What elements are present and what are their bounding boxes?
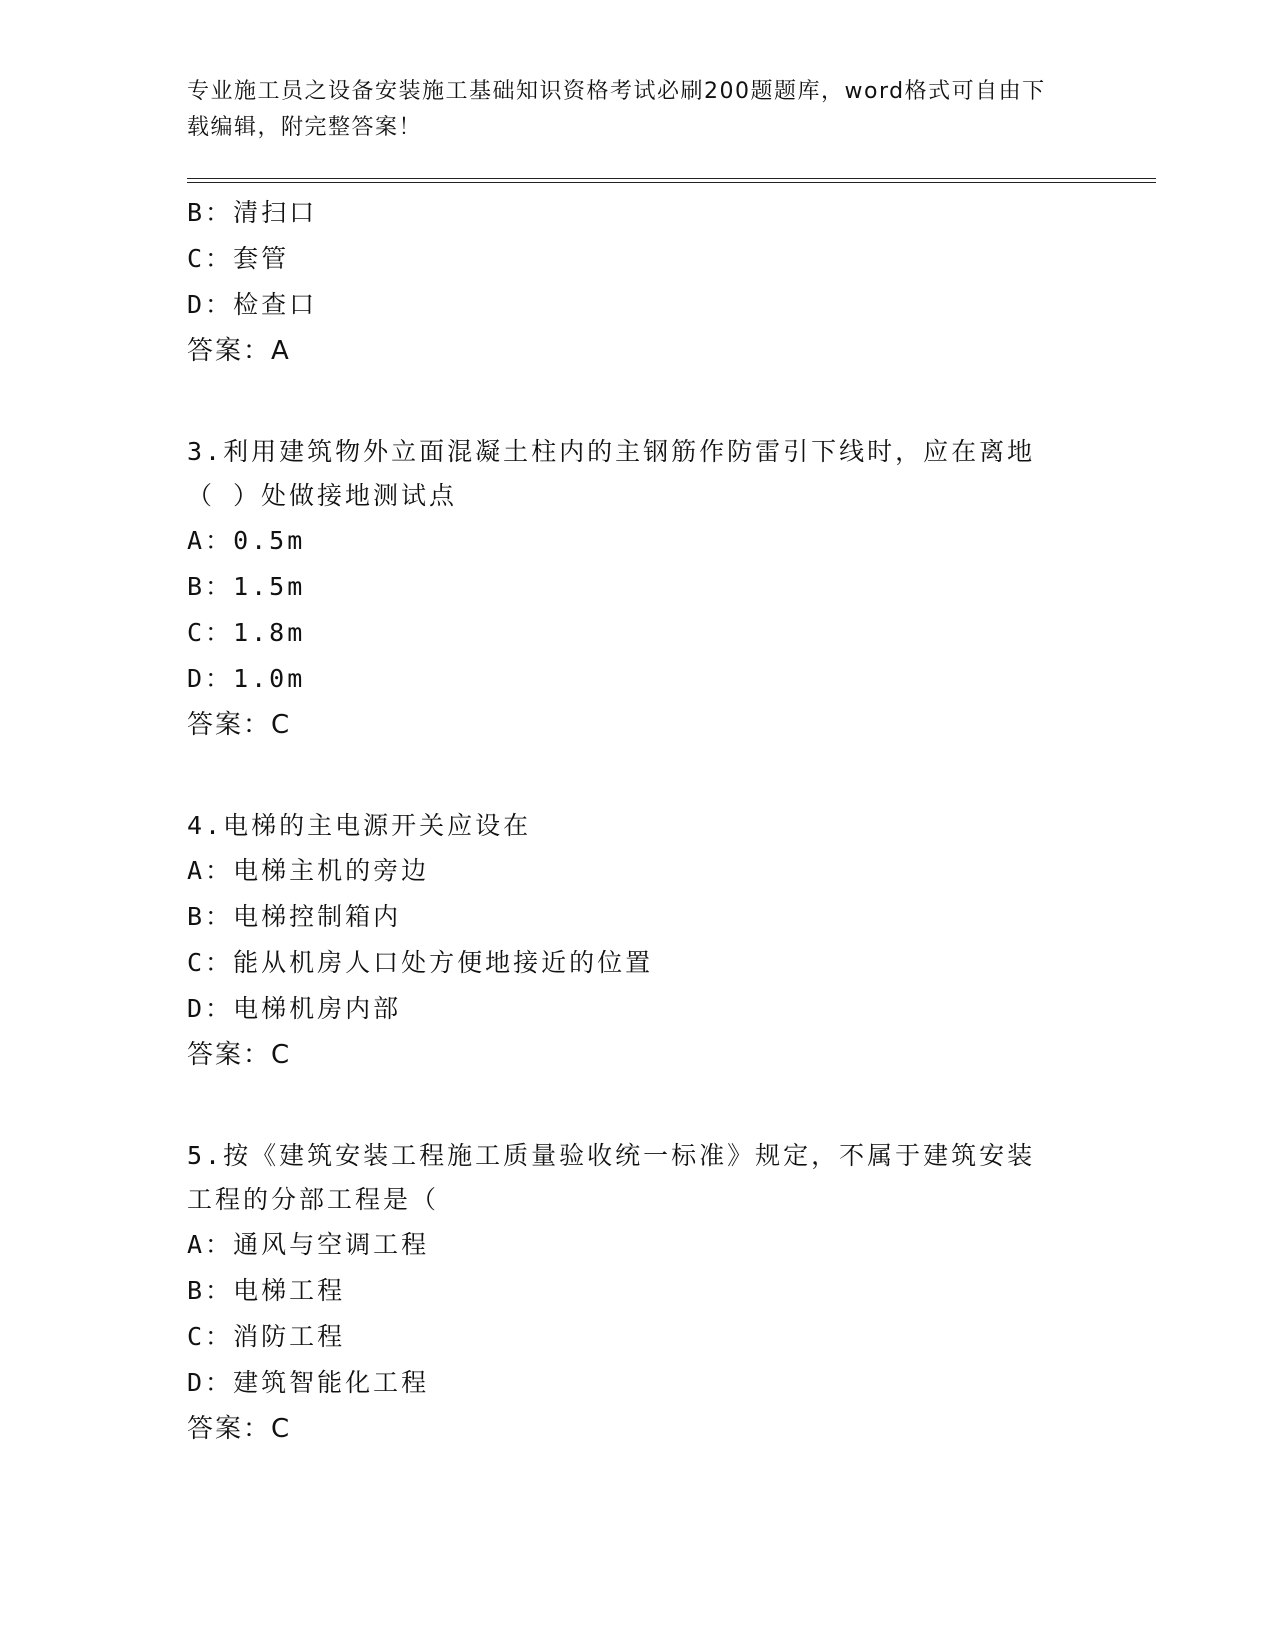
document-header: 专业施工员之设备安装施工基础知识资格考试必刷200题题库，word格式可自由下载编辑，附完整答案！ (187, 79, 1046, 140)
option-letter: D： (187, 290, 234, 319)
question-3 (187, 430, 1087, 748)
answer-line: 答案：C (187, 1414, 292, 1444)
option-text: 电梯机房内部 (233, 994, 402, 1023)
option-letter: C： (187, 1322, 234, 1351)
question-5 (187, 1134, 1087, 1452)
option-letter: C： (187, 244, 234, 273)
question-stem: 5.按《建筑安装工程施工质量验收统一标准》规定，不属于建筑安装工程的分部工程是（ (187, 1141, 1036, 1214)
option-c (187, 940, 1087, 986)
option-letter: A： (187, 856, 234, 885)
option-c (187, 1314, 1087, 1360)
document-body (187, 190, 1087, 1452)
option-letter: A： (187, 526, 234, 555)
answer-line: 答案：A (187, 336, 291, 366)
option-letter: D： (187, 664, 234, 693)
question-partial (187, 190, 1087, 374)
option-text: 检查口 (233, 290, 318, 319)
option-b (187, 564, 1087, 610)
option-text: 电梯控制箱内 (233, 902, 402, 931)
option-d (187, 282, 1087, 328)
option-text: 清扫口 (233, 198, 318, 227)
option-text: 0.5m (233, 526, 306, 555)
question-stem: 3.利用建筑物外立面混凝土柱内的主钢筋作防雷引下线时，应在离地（ ）处做接地测试点 (187, 437, 1036, 510)
option-b (187, 1268, 1087, 1314)
option-d (187, 656, 1087, 702)
option-letter: D： (187, 994, 234, 1023)
answer-line: 答案：C (187, 710, 292, 740)
question-4 (187, 804, 1087, 1078)
option-text: 1.0m (233, 664, 306, 693)
option-a (187, 848, 1087, 894)
option-b (187, 190, 1087, 236)
option-a (187, 1222, 1087, 1268)
option-letter: B： (187, 1276, 234, 1305)
option-text: 消防工程 (233, 1322, 346, 1351)
option-letter: B： (187, 198, 234, 227)
question-stem: 4.电梯的主电源开关应设在 (187, 811, 532, 840)
option-text: 1.5m (233, 572, 306, 601)
option-text: 建筑智能化工程 (233, 1368, 430, 1397)
option-d (187, 1360, 1087, 1406)
option-letter: B： (187, 902, 234, 931)
option-b (187, 894, 1087, 940)
header-divider (187, 178, 1156, 183)
option-text: 通风与空调工程 (233, 1230, 430, 1259)
option-text: 能从机房人口处方便地接近的位置 (233, 948, 654, 977)
option-text: 电梯主机的旁边 (233, 856, 430, 885)
option-c (187, 236, 1087, 282)
option-letter: D： (187, 1368, 234, 1397)
option-text: 套管 (233, 244, 290, 273)
option-letter: C： (187, 948, 234, 977)
option-letter: B： (187, 572, 234, 601)
option-a (187, 518, 1087, 564)
option-c (187, 610, 1087, 656)
option-text: 电梯工程 (233, 1276, 346, 1305)
option-letter: A： (187, 1230, 234, 1259)
answer-line: 答案：C (187, 1040, 292, 1070)
option-d (187, 986, 1087, 1032)
option-letter: C： (187, 618, 234, 647)
option-text: 1.8m (233, 618, 306, 647)
